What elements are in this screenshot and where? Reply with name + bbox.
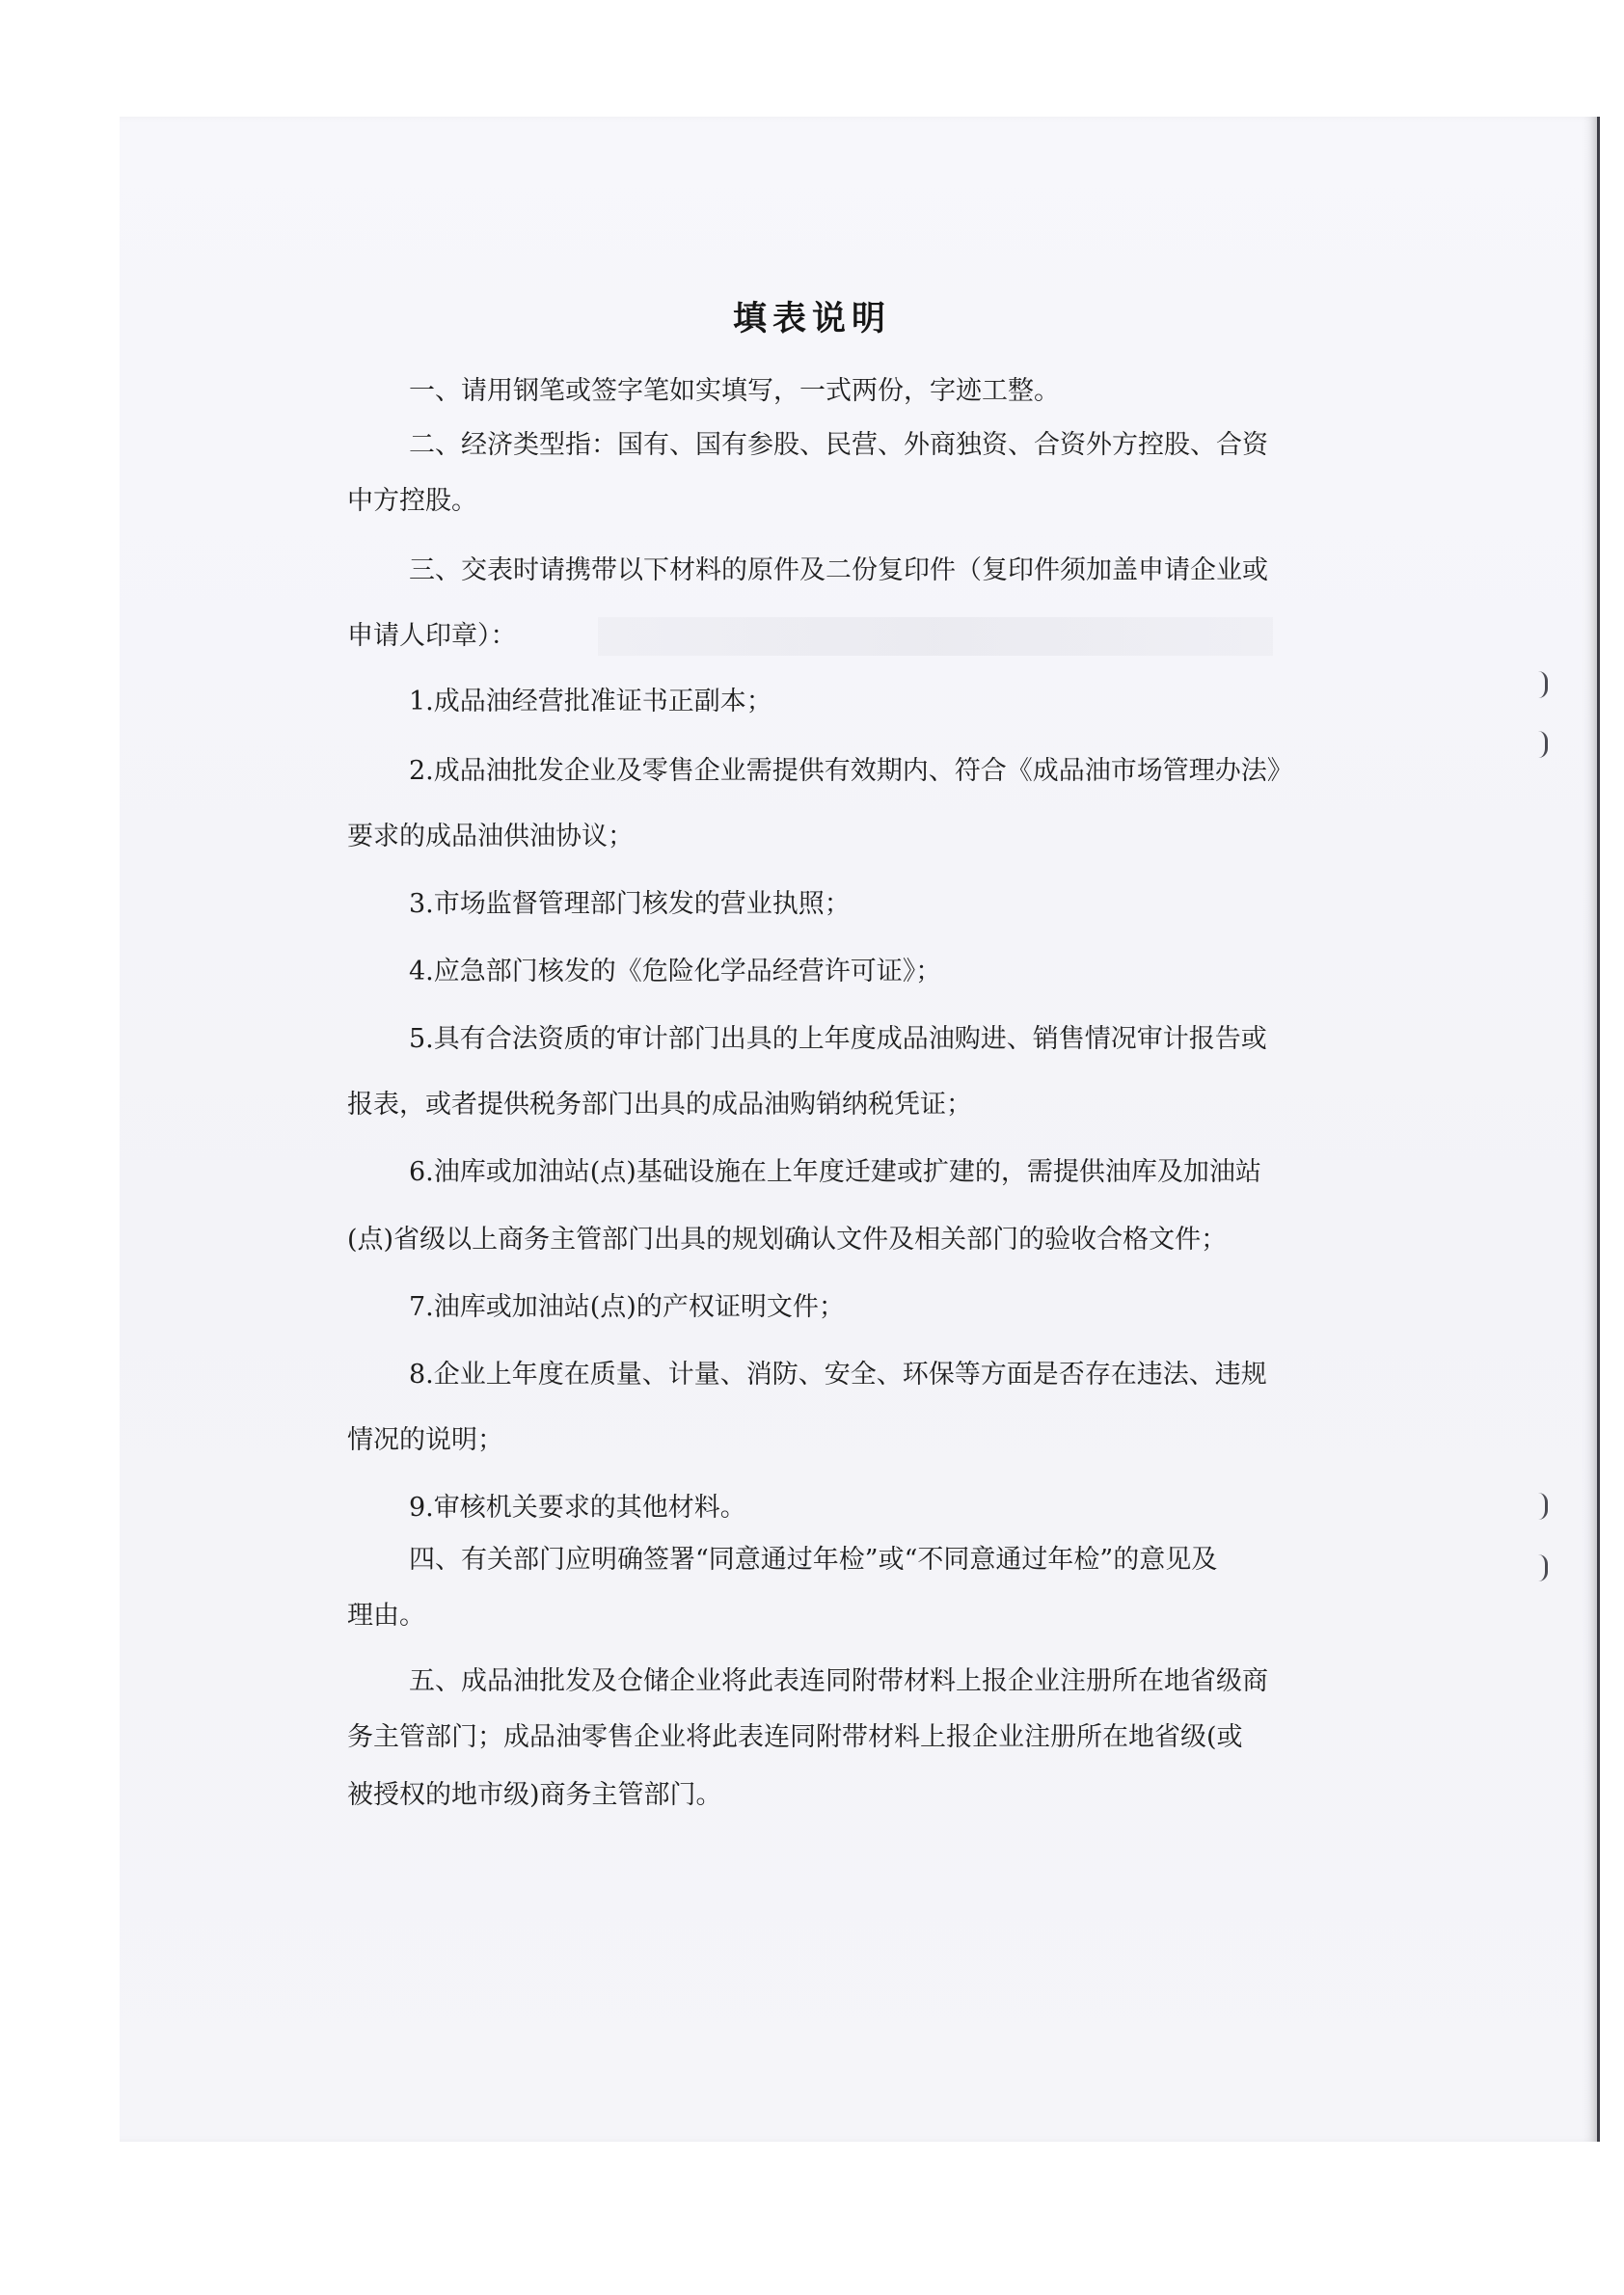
instruction-line: 4.应急部门核发的《危险化学品经营许可证》； — [409, 957, 942, 986]
instruction-line: 8.企业上年度在质量、计量、消防、安全、环保等方面是否存在违法、违规 — [409, 1360, 1267, 1390]
instruction-line: 务主管部门；成品油零售企业将此表连同附带材料上报企业注册所在地省级(或 — [347, 1722, 1243, 1752]
instruction-line: 2.成品油批发企业及零售企业需提供有效期内、符合《成品油市场管理办法》 — [409, 756, 1293, 786]
instruction-line: 6.油库或加油站(点)基础设施在上年度迁建或扩建的，需提供油库及加油站 — [409, 1157, 1261, 1187]
instruction-line: 要求的成品油供油协议； — [347, 822, 634, 851]
reverse-side-bleed — [598, 617, 1273, 656]
instruction-line: 情况的说明； — [347, 1425, 503, 1455]
instruction-line: 四、有关部门应明确签署“同意通过年检”或“不同意通过年检”的意见及 — [409, 1545, 1218, 1575]
instruction-line: (点)省级以上商务主管部门出具的规划确认文件及相关部门的验收合格文件； — [347, 1225, 1228, 1255]
instruction-line: 五、成品油批发及仓储企业将此表连同附带材料上报企业注册所在地省级商 — [409, 1666, 1268, 1696]
document-title: 填表说明 — [732, 299, 891, 338]
instruction-line: 三、交表时请携带以下材料的原件及二份复印件（复印件须加盖申请企业或 — [409, 555, 1268, 585]
instruction-line: 1.成品油经营批准证书正副本； — [409, 687, 772, 716]
instruction-line: 报表，或者提供税务部门出具的成品油购销纳税凭证； — [347, 1090, 972, 1120]
instruction-line: 中方控股。 — [347, 486, 477, 516]
instruction-line: 9.审核机关要求的其他材料。 — [409, 1493, 746, 1523]
instruction-line: 7.油库或加油站(点)的产权证明文件； — [409, 1292, 845, 1322]
scanned-page — [120, 117, 1600, 2142]
instruction-line: 二、经济类型指：国有、国有参股、民营、外商独资、合资外方控股、合资 — [409, 430, 1268, 460]
instruction-line: 一、请用钢笔或签字笔如实填写，一式两份，字迹工整。 — [409, 376, 1060, 406]
instruction-line: 理由。 — [347, 1601, 425, 1631]
instruction-line: 5.具有合法资质的审计部门出具的上年度成品油购进、销售情况审计报告或 — [409, 1024, 1267, 1054]
instruction-line: 申请人印章）： — [347, 621, 517, 651]
instruction-line: 被授权的地市级)商务主管部门。 — [347, 1780, 722, 1810]
instruction-line: 3.市场监督管理部门核发的营业执照； — [409, 889, 851, 919]
